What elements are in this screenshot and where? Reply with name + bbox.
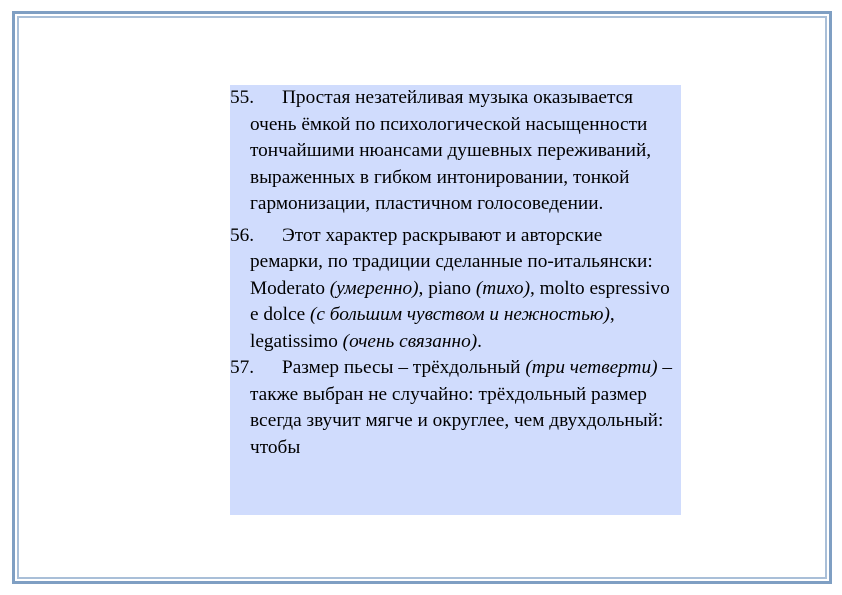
item-text: , legatissimo <box>250 304 615 352</box>
item-text: , molto espressivo e dolce <box>250 277 670 325</box>
item-number: 56. <box>230 224 255 246</box>
text-block <box>230 85 681 515</box>
list-item-56 <box>230 223 677 356</box>
item-text: – также выбран не случайно: трёхдольный размер всегда звучит мягче и округлее, чем двухдольный: чтобы <box>250 357 672 458</box>
item-text: Простая незатейливая музыка оказывается очень ёмкой по психологической насыщенности тончайшими нюансами душевных переживаний, выраженных в гибком интонировании, тонкой гармонизации, пластичном голосоведении. <box>250 87 652 214</box>
item-text-italic: (умеренно) <box>329 277 419 299</box>
item-text: Размер пьесы – трёхдольный <box>282 357 526 378</box>
list-item-55 <box>230 85 677 218</box>
item-text-italic: (тихо) <box>475 277 530 299</box>
item-number: 57. <box>230 357 255 378</box>
item-text: Этот характер раскрывают и авторские ремарки, по традиции сделанные по-итальянски: Moderato <box>250 224 653 299</box>
item-text-italic: (три четверти) <box>525 357 658 378</box>
item-text-italic: (с большим чувством и нежностью) <box>309 304 610 325</box>
list-item-57 <box>230 355 677 461</box>
item-text: . <box>477 330 482 352</box>
item-text: , piano <box>418 277 476 299</box>
item-text-italic: (очень связанно) <box>342 330 478 352</box>
item-number: 55. <box>230 87 255 108</box>
